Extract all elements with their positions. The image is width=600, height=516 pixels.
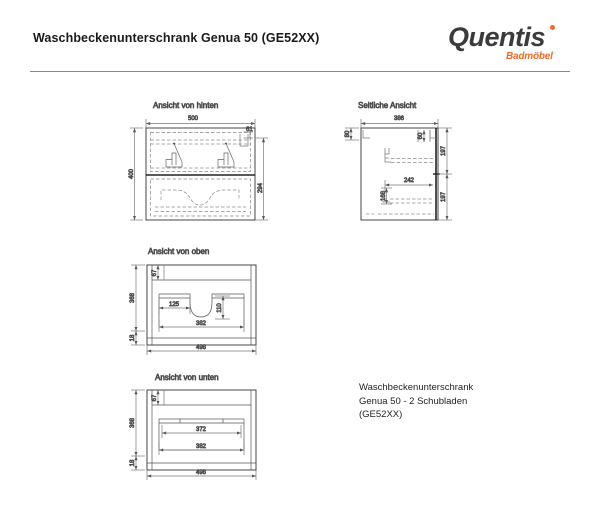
logo-tagline: Badmöbel xyxy=(506,51,553,62)
dim-bottom-372: 372 xyxy=(195,427,207,433)
document-header xyxy=(0,0,600,72)
view-top xyxy=(130,247,256,355)
quentis-logo xyxy=(448,22,578,66)
view-rear xyxy=(129,101,268,220)
page-title: Waschbeckenunterschrank Genua 50 (GE52XX) xyxy=(33,31,320,45)
view-rear-label: Ansicht von hinten xyxy=(153,101,219,110)
caption-line-1: Waschbeckenunterschrank xyxy=(359,382,474,393)
dim-bottom-498: 498 xyxy=(195,470,207,476)
dim-side-60: 60 xyxy=(418,132,424,140)
dim-side-80: 80 xyxy=(345,130,351,138)
dim-top-382: 382 xyxy=(195,321,207,327)
view-side-label: Seitliche Ansicht xyxy=(358,101,417,110)
technical-drawing-canvas xyxy=(0,72,600,516)
dim-rear-294: 294 xyxy=(258,182,264,194)
dim-top-110: 110 xyxy=(217,303,223,313)
dim-top-498: 498 xyxy=(195,345,207,351)
dim-side-width: 386 xyxy=(393,116,405,122)
caption-line-2: Genua 50 - 2 Schubladen xyxy=(359,395,468,407)
dim-top-67: 67 xyxy=(152,269,158,277)
dim-side-197-upper: 197 xyxy=(441,145,447,157)
dim-top-18: 18 xyxy=(130,334,136,342)
dim-side-242: 242 xyxy=(403,178,415,184)
dim-bottom-382: 382 xyxy=(195,444,207,450)
logo-dot-icon xyxy=(550,25,555,30)
view-side xyxy=(345,101,452,220)
dim-bottom-18: 18 xyxy=(130,459,136,467)
dim-side-197-lower: 197 xyxy=(441,191,447,203)
dim-rear-height: 400 xyxy=(129,168,135,180)
drawing-svg xyxy=(0,72,600,516)
view-bottom xyxy=(130,373,256,480)
dim-rear-61: 61 xyxy=(246,127,253,133)
view-bottom-label: Ansicht von unten xyxy=(155,373,219,382)
dim-rear-width: 500 xyxy=(187,116,199,122)
dim-top-368: 368 xyxy=(130,292,136,304)
logo-wordmark: Quentis xyxy=(448,22,546,52)
dim-bottom-368: 368 xyxy=(130,417,136,429)
view-top-label: Ansicht von oben xyxy=(148,247,210,256)
product-caption xyxy=(359,381,549,422)
caption-line-3: (GE52XX) xyxy=(359,409,403,420)
dim-top-125: 125 xyxy=(168,302,180,308)
dim-bottom-67: 67 xyxy=(152,394,158,402)
dim-side-168: 168 xyxy=(381,190,387,202)
